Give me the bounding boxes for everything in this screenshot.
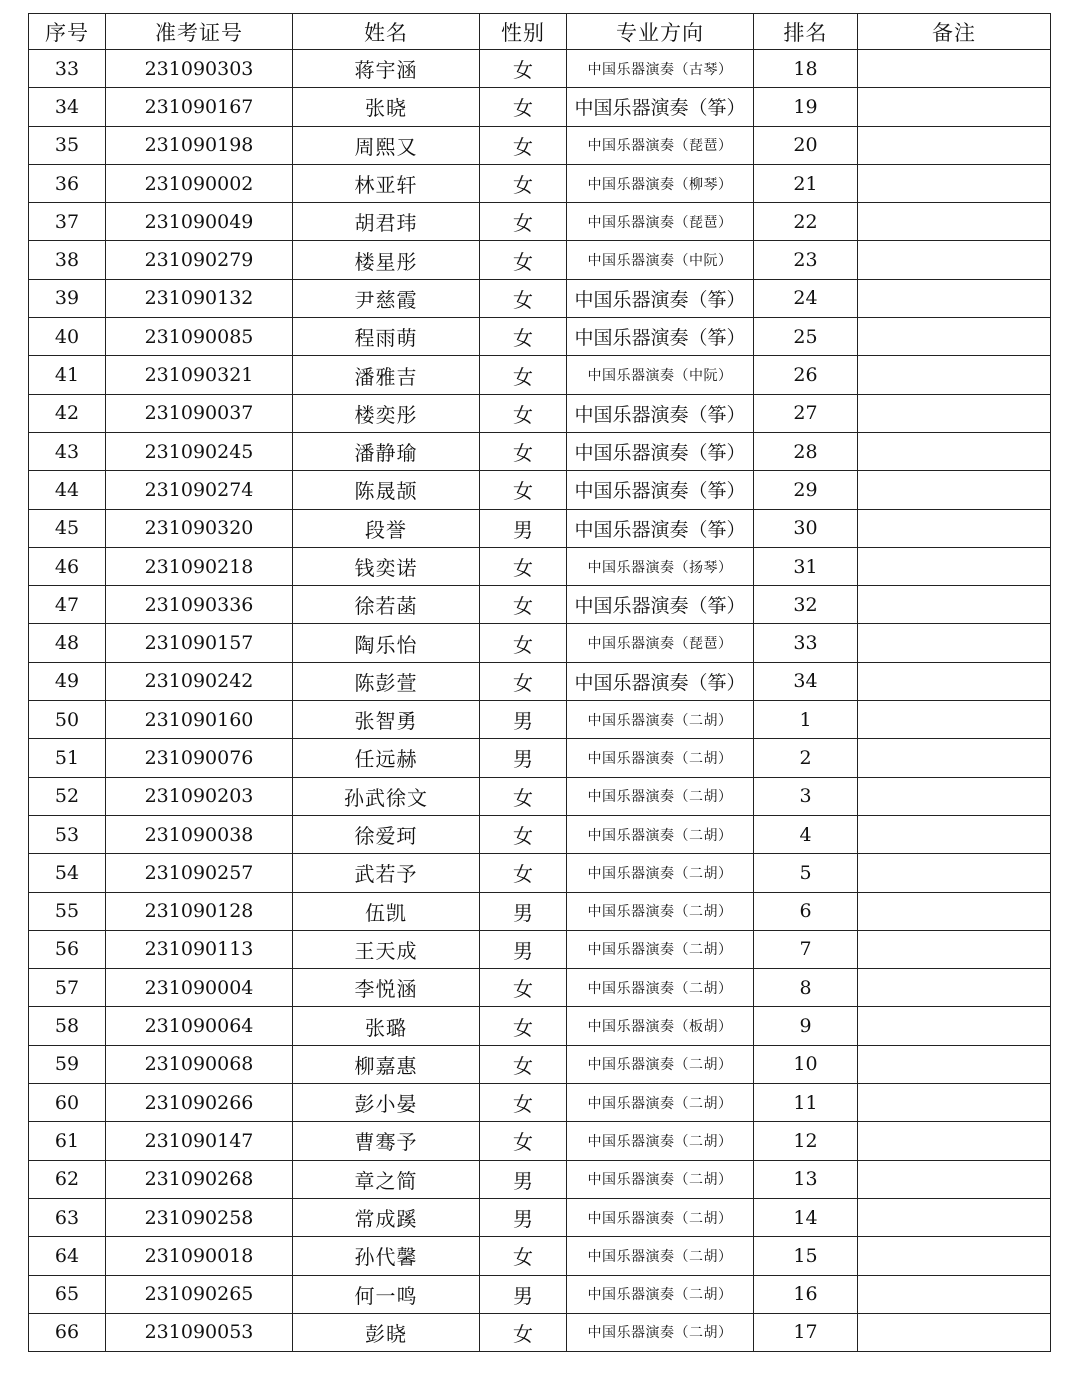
cell-gender: 男 bbox=[480, 701, 567, 739]
cell-name: 尹慈霞 bbox=[293, 279, 480, 317]
cell-note bbox=[858, 854, 1051, 892]
cell-major: 中国乐器演奏（二胡） bbox=[567, 854, 754, 892]
cell-name: 潘静瑜 bbox=[293, 432, 480, 470]
cell-name: 徐爱珂 bbox=[293, 815, 480, 853]
cell-major: 中国乐器演奏（扬琴） bbox=[567, 547, 754, 585]
cell-name: 林亚轩 bbox=[293, 164, 480, 202]
cell-major: 中国乐器演奏（筝） bbox=[567, 471, 754, 509]
cell-seq: 51 bbox=[29, 739, 106, 777]
cell-major: 中国乐器演奏（筝） bbox=[567, 432, 754, 470]
cell-rank: 6 bbox=[754, 892, 858, 930]
cell-seq: 37 bbox=[29, 203, 106, 241]
cell-exam-id: 231090265 bbox=[106, 1275, 293, 1313]
cell-major: 中国乐器演奏（二胡） bbox=[567, 1122, 754, 1160]
cell-major: 中国乐器演奏（筝） bbox=[567, 394, 754, 432]
cell-note bbox=[858, 509, 1051, 547]
cell-name: 陶乐怡 bbox=[293, 624, 480, 662]
cell-note bbox=[858, 1313, 1051, 1351]
cell-seq: 39 bbox=[29, 279, 106, 317]
cell-rank: 4 bbox=[754, 815, 858, 853]
cell-seq: 64 bbox=[29, 1237, 106, 1275]
header-major: 专业方向 bbox=[567, 14, 754, 50]
cell-note bbox=[858, 662, 1051, 700]
table-row bbox=[29, 815, 1051, 853]
cell-seq: 43 bbox=[29, 432, 106, 470]
cell-gender: 女 bbox=[480, 432, 567, 470]
cell-major: 中国乐器演奏（二胡） bbox=[567, 930, 754, 968]
cell-gender: 男 bbox=[480, 1198, 567, 1236]
cell-name: 彭晓 bbox=[293, 1313, 480, 1351]
cell-name: 段誉 bbox=[293, 509, 480, 547]
table-row bbox=[29, 547, 1051, 585]
table-row bbox=[29, 1275, 1051, 1313]
table-row bbox=[29, 203, 1051, 241]
cell-note bbox=[858, 394, 1051, 432]
cell-note bbox=[858, 1122, 1051, 1160]
cell-gender: 女 bbox=[480, 854, 567, 892]
cell-gender: 女 bbox=[480, 586, 567, 624]
table-row bbox=[29, 50, 1051, 88]
cell-name: 张晓 bbox=[293, 88, 480, 126]
cell-note bbox=[858, 1084, 1051, 1122]
cell-gender: 女 bbox=[480, 969, 567, 1007]
cell-name: 李悦涵 bbox=[293, 969, 480, 1007]
cell-major: 中国乐器演奏（二胡） bbox=[567, 777, 754, 815]
cell-major: 中国乐器演奏（筝） bbox=[567, 509, 754, 547]
cell-name: 程雨萌 bbox=[293, 318, 480, 356]
cell-note bbox=[858, 930, 1051, 968]
cell-exam-id: 231090320 bbox=[106, 509, 293, 547]
table-row bbox=[29, 241, 1051, 279]
table-row bbox=[29, 624, 1051, 662]
cell-gender: 女 bbox=[480, 662, 567, 700]
cell-note bbox=[858, 701, 1051, 739]
header-name: 姓名 bbox=[293, 14, 480, 50]
header-seq: 序号 bbox=[29, 14, 106, 50]
cell-seq: 57 bbox=[29, 969, 106, 1007]
cell-exam-id: 231090258 bbox=[106, 1198, 293, 1236]
cell-exam-id: 231090157 bbox=[106, 624, 293, 662]
cell-seq: 44 bbox=[29, 471, 106, 509]
cell-exam-id: 231090336 bbox=[106, 586, 293, 624]
cell-seq: 48 bbox=[29, 624, 106, 662]
table-row bbox=[29, 1122, 1051, 1160]
cell-major: 中国乐器演奏（筝） bbox=[567, 662, 754, 700]
cell-name: 张璐 bbox=[293, 1007, 480, 1045]
cell-name: 彭小晏 bbox=[293, 1084, 480, 1122]
cell-gender: 女 bbox=[480, 394, 567, 432]
cell-gender: 女 bbox=[480, 279, 567, 317]
header-row bbox=[29, 14, 1051, 50]
cell-note bbox=[858, 1045, 1051, 1083]
cell-rank: 18 bbox=[754, 50, 858, 88]
cell-seq: 61 bbox=[29, 1122, 106, 1160]
cell-major: 中国乐器演奏（二胡） bbox=[567, 1084, 754, 1122]
cell-major: 中国乐器演奏（筝） bbox=[567, 318, 754, 356]
cell-exam-id: 231090198 bbox=[106, 126, 293, 164]
cell-gender: 女 bbox=[480, 164, 567, 202]
cell-major: 中国乐器演奏（中阮） bbox=[567, 241, 754, 279]
cell-name: 陈彭萱 bbox=[293, 662, 480, 700]
cell-major: 中国乐器演奏（二胡） bbox=[567, 892, 754, 930]
cell-major: 中国乐器演奏（筝） bbox=[567, 88, 754, 126]
table-row bbox=[29, 1084, 1051, 1122]
cell-exam-id: 231090004 bbox=[106, 969, 293, 1007]
cell-seq: 41 bbox=[29, 356, 106, 394]
cell-major: 中国乐器演奏（筝） bbox=[567, 279, 754, 317]
cell-note bbox=[858, 624, 1051, 662]
cell-rank: 12 bbox=[754, 1122, 858, 1160]
cell-name: 陈晟颉 bbox=[293, 471, 480, 509]
table-row bbox=[29, 432, 1051, 470]
cell-name: 钱奕诺 bbox=[293, 547, 480, 585]
cell-rank: 20 bbox=[754, 126, 858, 164]
table-row bbox=[29, 854, 1051, 892]
cell-exam-id: 231090218 bbox=[106, 547, 293, 585]
cell-exam-id: 231090147 bbox=[106, 1122, 293, 1160]
cell-gender: 男 bbox=[480, 1275, 567, 1313]
cell-exam-id: 231090303 bbox=[106, 50, 293, 88]
cell-rank: 21 bbox=[754, 164, 858, 202]
cell-exam-id: 231090321 bbox=[106, 356, 293, 394]
cell-name: 孙代馨 bbox=[293, 1237, 480, 1275]
cell-gender: 女 bbox=[480, 547, 567, 585]
cell-gender: 女 bbox=[480, 777, 567, 815]
cell-major: 中国乐器演奏（中阮） bbox=[567, 356, 754, 394]
cell-name: 张智勇 bbox=[293, 701, 480, 739]
cell-gender: 女 bbox=[480, 1084, 567, 1122]
cell-note bbox=[858, 318, 1051, 356]
cell-name: 王天成 bbox=[293, 930, 480, 968]
cell-rank: 3 bbox=[754, 777, 858, 815]
cell-exam-id: 231090266 bbox=[106, 1084, 293, 1122]
cell-gender: 女 bbox=[480, 241, 567, 279]
cell-name: 徐若菡 bbox=[293, 586, 480, 624]
cell-note bbox=[858, 892, 1051, 930]
cell-note bbox=[858, 279, 1051, 317]
cell-name: 章之简 bbox=[293, 1160, 480, 1198]
cell-exam-id: 231090076 bbox=[106, 739, 293, 777]
cell-rank: 22 bbox=[754, 203, 858, 241]
cell-exam-id: 231090257 bbox=[106, 854, 293, 892]
cell-major: 中国乐器演奏（琵琶） bbox=[567, 203, 754, 241]
table-row bbox=[29, 586, 1051, 624]
cell-major: 中国乐器演奏（二胡） bbox=[567, 1313, 754, 1351]
cell-name: 柳嘉惠 bbox=[293, 1045, 480, 1083]
cell-name: 潘雅吉 bbox=[293, 356, 480, 394]
cell-seq: 65 bbox=[29, 1275, 106, 1313]
cell-name: 任远赫 bbox=[293, 739, 480, 777]
cell-seq: 55 bbox=[29, 892, 106, 930]
cell-exam-id: 231090242 bbox=[106, 662, 293, 700]
cell-major: 中国乐器演奏（琵琶） bbox=[567, 126, 754, 164]
cell-gender: 女 bbox=[480, 815, 567, 853]
cell-seq: 59 bbox=[29, 1045, 106, 1083]
cell-gender: 男 bbox=[480, 892, 567, 930]
cell-seq: 36 bbox=[29, 164, 106, 202]
cell-seq: 53 bbox=[29, 815, 106, 853]
cell-rank: 11 bbox=[754, 1084, 858, 1122]
cell-seq: 38 bbox=[29, 241, 106, 279]
cell-seq: 62 bbox=[29, 1160, 106, 1198]
cell-name: 胡君玮 bbox=[293, 203, 480, 241]
cell-rank: 14 bbox=[754, 1198, 858, 1236]
cell-note bbox=[858, 1275, 1051, 1313]
cell-note bbox=[858, 126, 1051, 164]
cell-exam-id: 231090064 bbox=[106, 1007, 293, 1045]
table-row bbox=[29, 279, 1051, 317]
cell-gender: 女 bbox=[480, 203, 567, 241]
cell-seq: 52 bbox=[29, 777, 106, 815]
cell-gender: 女 bbox=[480, 126, 567, 164]
cell-rank: 9 bbox=[754, 1007, 858, 1045]
cell-gender: 女 bbox=[480, 88, 567, 126]
cell-note bbox=[858, 777, 1051, 815]
cell-name: 何一鸣 bbox=[293, 1275, 480, 1313]
cell-major: 中国乐器演奏（二胡） bbox=[567, 969, 754, 1007]
cell-gender: 男 bbox=[480, 1160, 567, 1198]
cell-exam-id: 231090049 bbox=[106, 203, 293, 241]
cell-gender: 女 bbox=[480, 318, 567, 356]
cell-exam-id: 231090002 bbox=[106, 164, 293, 202]
table-row bbox=[29, 1160, 1051, 1198]
cell-seq: 49 bbox=[29, 662, 106, 700]
cell-major: 中国乐器演奏（二胡） bbox=[567, 701, 754, 739]
cell-note bbox=[858, 586, 1051, 624]
cell-exam-id: 231090038 bbox=[106, 815, 293, 853]
cell-rank: 8 bbox=[754, 969, 858, 1007]
cell-rank: 29 bbox=[754, 471, 858, 509]
cell-exam-id: 231090132 bbox=[106, 279, 293, 317]
cell-exam-id: 231090053 bbox=[106, 1313, 293, 1351]
cell-exam-id: 231090274 bbox=[106, 471, 293, 509]
cell-rank: 28 bbox=[754, 432, 858, 470]
cell-exam-id: 231090018 bbox=[106, 1237, 293, 1275]
cell-gender: 女 bbox=[480, 1122, 567, 1160]
cell-gender: 女 bbox=[480, 624, 567, 662]
cell-rank: 25 bbox=[754, 318, 858, 356]
cell-gender: 女 bbox=[480, 1237, 567, 1275]
header-exam-id: 准考证号 bbox=[106, 14, 293, 50]
cell-name: 楼奕彤 bbox=[293, 394, 480, 432]
cell-major: 中国乐器演奏（琵琶） bbox=[567, 624, 754, 662]
cell-rank: 17 bbox=[754, 1313, 858, 1351]
cell-note bbox=[858, 1160, 1051, 1198]
cell-name: 楼星彤 bbox=[293, 241, 480, 279]
cell-gender: 男 bbox=[480, 509, 567, 547]
cell-rank: 16 bbox=[754, 1275, 858, 1313]
table-row bbox=[29, 1045, 1051, 1083]
cell-rank: 26 bbox=[754, 356, 858, 394]
table-row bbox=[29, 126, 1051, 164]
cell-seq: 45 bbox=[29, 509, 106, 547]
cell-major: 中国乐器演奏（柳琴） bbox=[567, 164, 754, 202]
cell-rank: 34 bbox=[754, 662, 858, 700]
cell-major: 中国乐器演奏（二胡） bbox=[567, 1160, 754, 1198]
cell-exam-id: 231090068 bbox=[106, 1045, 293, 1083]
cell-major: 中国乐器演奏（板胡） bbox=[567, 1007, 754, 1045]
cell-exam-id: 231090160 bbox=[106, 701, 293, 739]
table-row bbox=[29, 356, 1051, 394]
cell-note bbox=[858, 815, 1051, 853]
cell-name: 蒋宇涵 bbox=[293, 50, 480, 88]
cell-seq: 46 bbox=[29, 547, 106, 585]
cell-gender: 女 bbox=[480, 1007, 567, 1045]
cell-exam-id: 231090245 bbox=[106, 432, 293, 470]
cell-exam-id: 231090128 bbox=[106, 892, 293, 930]
table-row bbox=[29, 1237, 1051, 1275]
cell-name: 曹骞予 bbox=[293, 1122, 480, 1160]
cell-note bbox=[858, 88, 1051, 126]
cell-note bbox=[858, 164, 1051, 202]
cell-rank: 32 bbox=[754, 586, 858, 624]
cell-exam-id: 231090268 bbox=[106, 1160, 293, 1198]
cell-major: 中国乐器演奏（二胡） bbox=[567, 815, 754, 853]
table-row bbox=[29, 892, 1051, 930]
cell-rank: 5 bbox=[754, 854, 858, 892]
cell-exam-id: 231090167 bbox=[106, 88, 293, 126]
table-row bbox=[29, 930, 1051, 968]
cell-major: 中国乐器演奏（二胡） bbox=[567, 739, 754, 777]
cell-rank: 23 bbox=[754, 241, 858, 279]
cell-gender: 女 bbox=[480, 1045, 567, 1083]
table-row bbox=[29, 1007, 1051, 1045]
table-row bbox=[29, 1313, 1051, 1351]
cell-name: 常成蹊 bbox=[293, 1198, 480, 1236]
cell-note bbox=[858, 356, 1051, 394]
cell-note bbox=[858, 203, 1051, 241]
cell-rank: 15 bbox=[754, 1237, 858, 1275]
cell-rank: 24 bbox=[754, 279, 858, 317]
table-row bbox=[29, 394, 1051, 432]
cell-gender: 女 bbox=[480, 471, 567, 509]
cell-note bbox=[858, 432, 1051, 470]
cell-exam-id: 231090203 bbox=[106, 777, 293, 815]
cell-note bbox=[858, 1198, 1051, 1236]
cell-rank: 19 bbox=[754, 88, 858, 126]
cell-note bbox=[858, 547, 1051, 585]
cell-seq: 66 bbox=[29, 1313, 106, 1351]
table-row bbox=[29, 471, 1051, 509]
cell-seq: 63 bbox=[29, 1198, 106, 1236]
cell-seq: 60 bbox=[29, 1084, 106, 1122]
cell-exam-id: 231090085 bbox=[106, 318, 293, 356]
cell-seq: 54 bbox=[29, 854, 106, 892]
results-table bbox=[28, 13, 1051, 1352]
cell-major: 中国乐器演奏（二胡） bbox=[567, 1237, 754, 1275]
header-rank: 排名 bbox=[754, 14, 858, 50]
cell-note bbox=[858, 739, 1051, 777]
cell-rank: 2 bbox=[754, 739, 858, 777]
table-row bbox=[29, 662, 1051, 700]
cell-seq: 35 bbox=[29, 126, 106, 164]
cell-seq: 47 bbox=[29, 586, 106, 624]
cell-gender: 女 bbox=[480, 356, 567, 394]
cell-note bbox=[858, 471, 1051, 509]
table-row bbox=[29, 164, 1051, 202]
header-note: 备注 bbox=[858, 14, 1051, 50]
table-row bbox=[29, 969, 1051, 1007]
cell-note bbox=[858, 50, 1051, 88]
cell-rank: 1 bbox=[754, 701, 858, 739]
cell-seq: 42 bbox=[29, 394, 106, 432]
cell-rank: 27 bbox=[754, 394, 858, 432]
cell-note bbox=[858, 1237, 1051, 1275]
cell-rank: 7 bbox=[754, 930, 858, 968]
cell-major: 中国乐器演奏（二胡） bbox=[567, 1045, 754, 1083]
cell-rank: 33 bbox=[754, 624, 858, 662]
cell-name: 武若予 bbox=[293, 854, 480, 892]
table-row bbox=[29, 88, 1051, 126]
cell-exam-id: 231090113 bbox=[106, 930, 293, 968]
cell-exam-id: 231090279 bbox=[106, 241, 293, 279]
cell-gender: 男 bbox=[480, 739, 567, 777]
cell-rank: 10 bbox=[754, 1045, 858, 1083]
cell-note bbox=[858, 969, 1051, 1007]
table-row bbox=[29, 1198, 1051, 1236]
cell-note bbox=[858, 1007, 1051, 1045]
cell-gender: 女 bbox=[480, 50, 567, 88]
table-row bbox=[29, 701, 1051, 739]
cell-major: 中国乐器演奏（二胡） bbox=[567, 1198, 754, 1236]
table-row bbox=[29, 509, 1051, 547]
cell-major: 中国乐器演奏（二胡） bbox=[567, 1275, 754, 1313]
table-body bbox=[29, 50, 1051, 1352]
table-row bbox=[29, 739, 1051, 777]
header-gender: 性别 bbox=[480, 14, 567, 50]
cell-note bbox=[858, 241, 1051, 279]
cell-seq: 40 bbox=[29, 318, 106, 356]
table-row bbox=[29, 318, 1051, 356]
cell-rank: 30 bbox=[754, 509, 858, 547]
cell-exam-id: 231090037 bbox=[106, 394, 293, 432]
cell-seq: 34 bbox=[29, 88, 106, 126]
table-row bbox=[29, 777, 1051, 815]
cell-major: 中国乐器演奏（古琴） bbox=[567, 50, 754, 88]
cell-major: 中国乐器演奏（筝） bbox=[567, 586, 754, 624]
cell-seq: 58 bbox=[29, 1007, 106, 1045]
cell-seq: 50 bbox=[29, 701, 106, 739]
cell-rank: 31 bbox=[754, 547, 858, 585]
cell-gender: 女 bbox=[480, 1313, 567, 1351]
cell-name: 孙武徐文 bbox=[293, 777, 480, 815]
cell-seq: 33 bbox=[29, 50, 106, 88]
cell-gender: 男 bbox=[480, 930, 567, 968]
cell-seq: 56 bbox=[29, 930, 106, 968]
cell-rank: 13 bbox=[754, 1160, 858, 1198]
cell-name: 伍凯 bbox=[293, 892, 480, 930]
cell-name: 周熙又 bbox=[293, 126, 480, 164]
